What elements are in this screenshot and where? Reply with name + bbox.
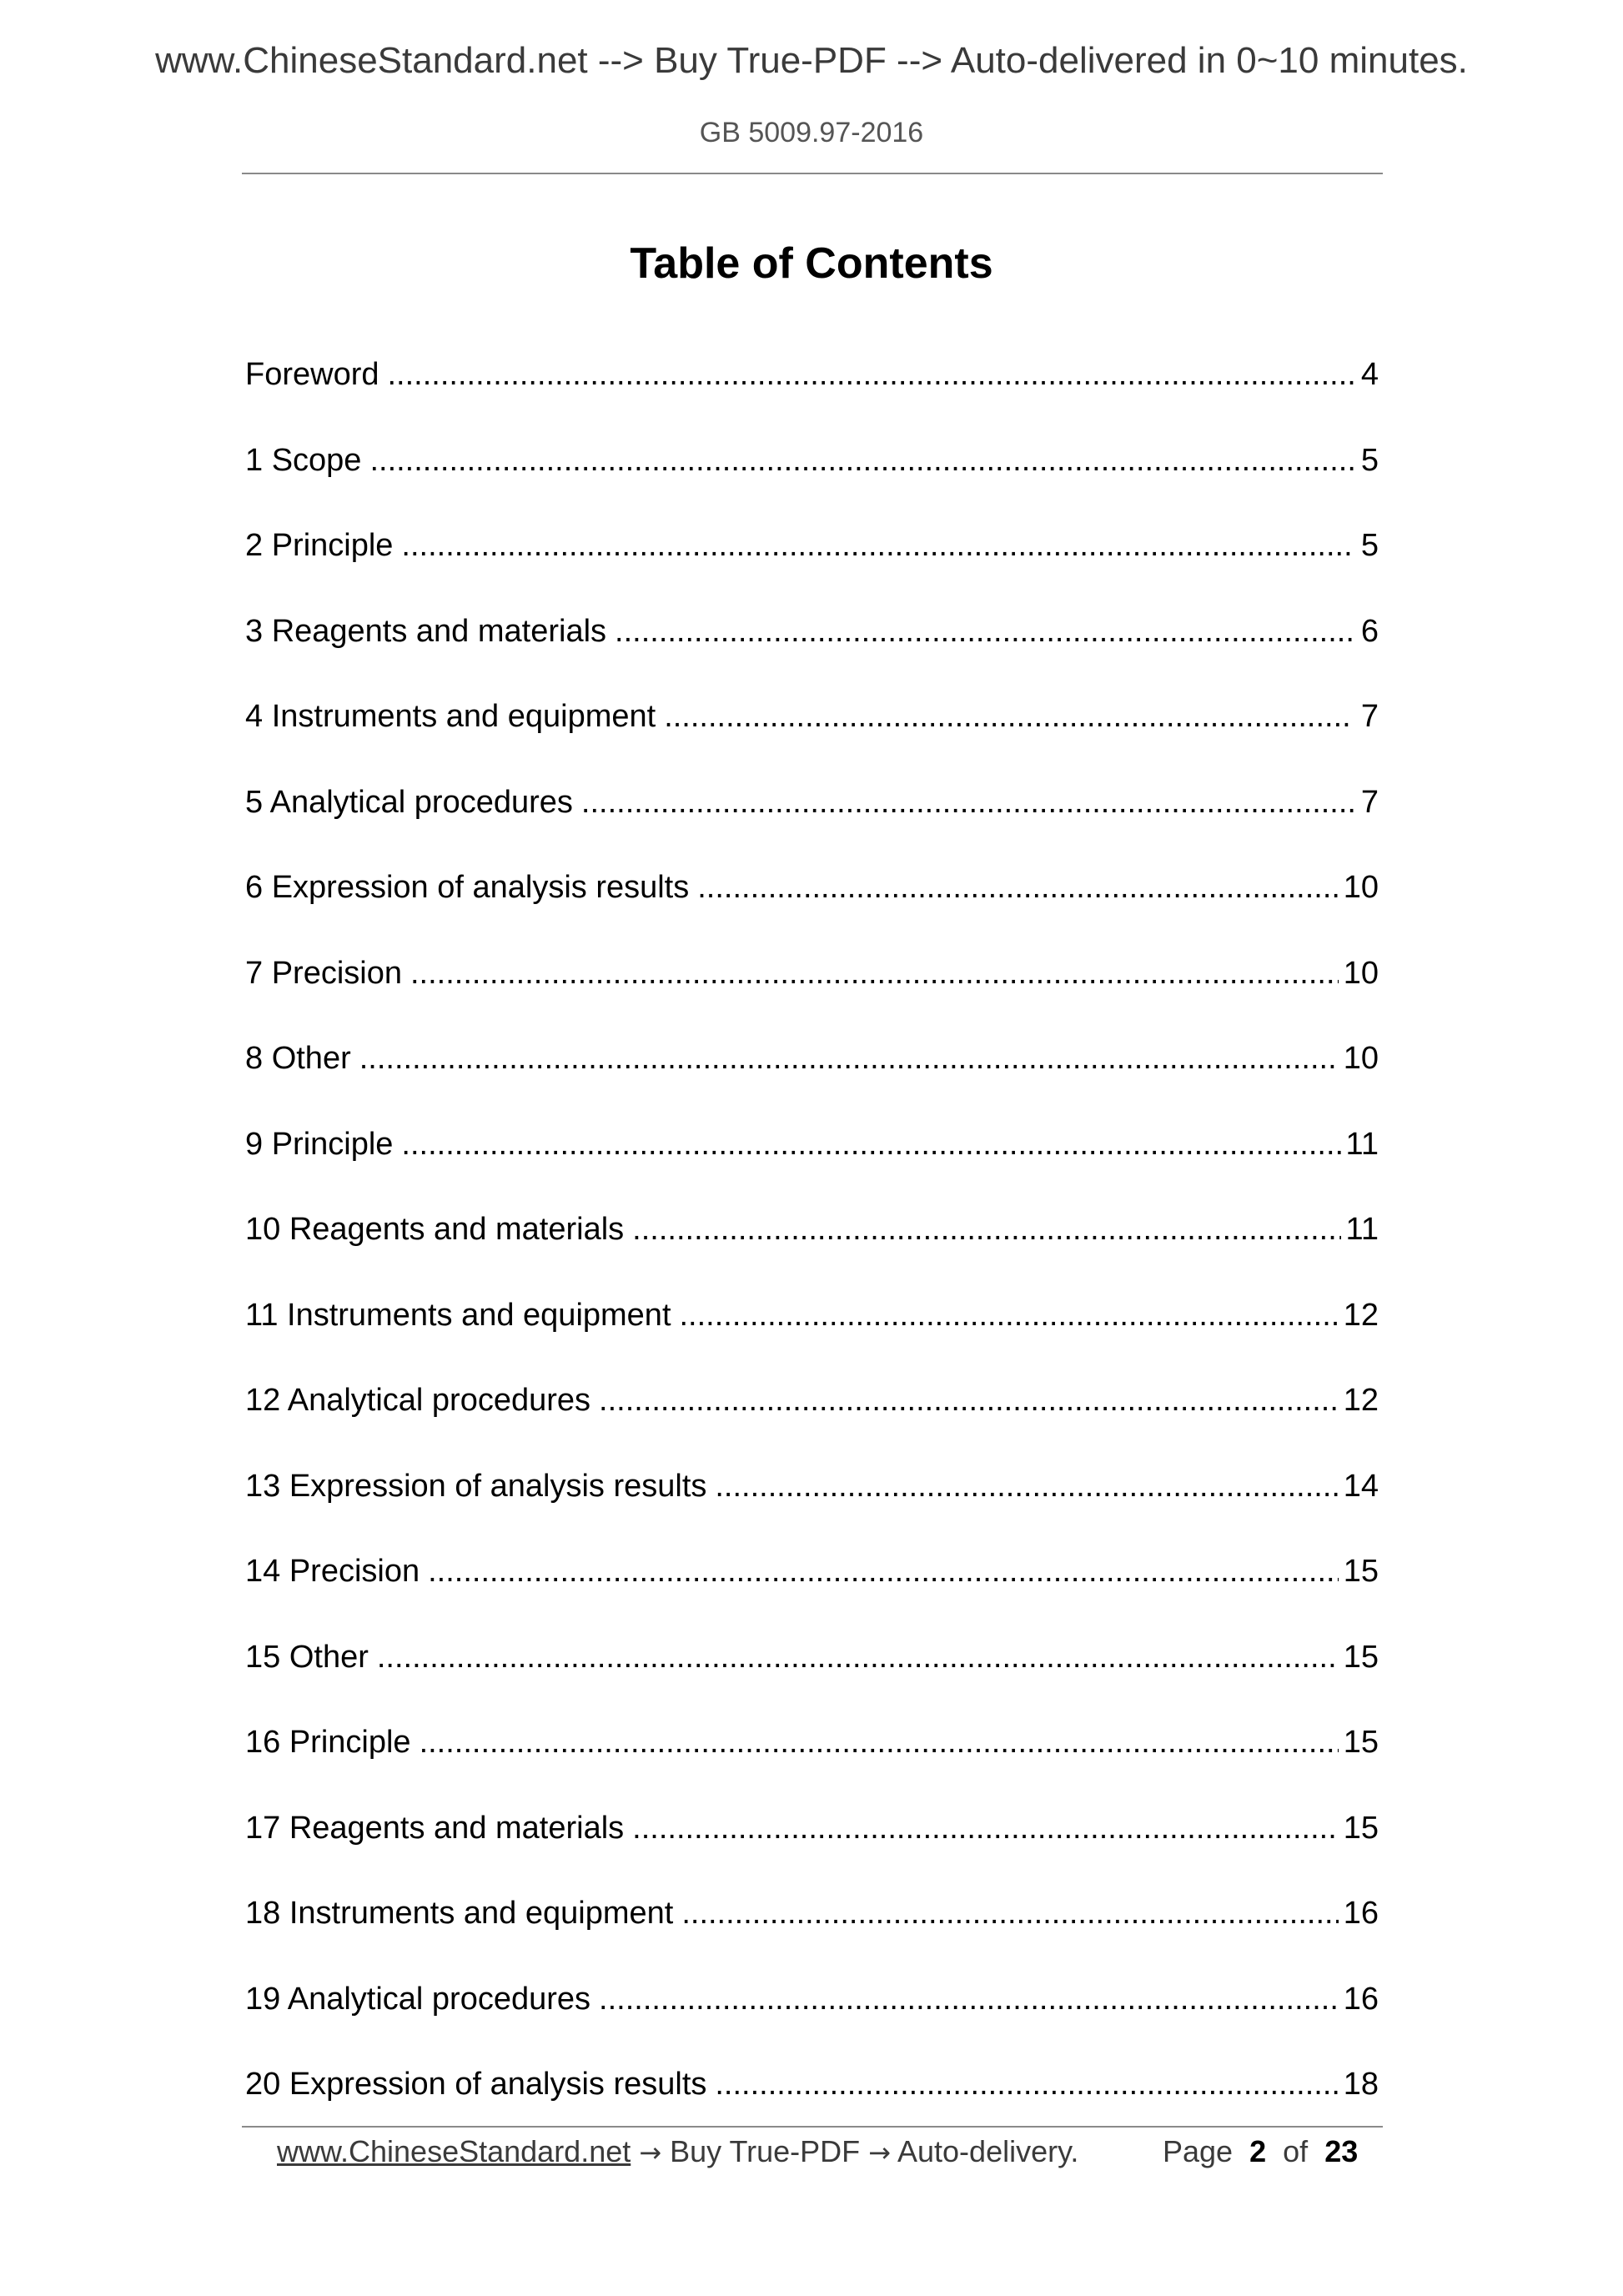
toc-entry-label: 11 Instruments and equipment: [245, 1297, 671, 1333]
toc-entry-label: 15 Other: [245, 1639, 369, 1675]
toc-entry-label: 2 Principle: [245, 528, 394, 563]
toc-entry[interactable]: [245, 1376, 1379, 1462]
toc-entry-label: 5 Analytical procedures: [245, 784, 573, 820]
toc-entry[interactable]: [245, 607, 1379, 693]
toc-entry[interactable]: [245, 1205, 1379, 1291]
toc-entry[interactable]: [245, 350, 1379, 436]
toc-entry-label: 17 Reagents and materials: [245, 1810, 625, 1846]
toc-entry-page: 11: [1345, 1212, 1379, 1247]
toc-dot-leader: [632, 1205, 1340, 1254]
toc-entry[interactable]: [245, 1547, 1379, 1633]
toc-entry-page: 10: [1343, 1041, 1379, 1076]
toc-entry[interactable]: [245, 436, 1379, 522]
toc-entry-page: 10: [1343, 955, 1379, 991]
toc-entry-page: 5: [1360, 528, 1379, 563]
toc-dot-leader: [632, 1804, 1339, 1852]
toc-entry-label: 9 Principle: [245, 1126, 394, 1162]
toc-entry-page: 15: [1343, 1554, 1379, 1589]
toc-entry-label: 1 Scope: [245, 442, 362, 478]
site-banner: www.ChineseStandard.net --> Buy True-PDF --> Auto-delivered in 0~10 minutes.: [155, 40, 1468, 81]
toc-dot-leader: [377, 1633, 1339, 1681]
toc-entry-page: 10: [1343, 870, 1379, 905]
toc-entry-page: 7: [1360, 784, 1379, 820]
arrow-right-icon: →: [639, 2137, 662, 2168]
toc-list: [245, 350, 1379, 2146]
toc-entry-page: 18: [1343, 2067, 1379, 2102]
toc-dot-leader: [581, 778, 1354, 826]
toc-entry[interactable]: [245, 949, 1379, 1035]
toc-entry-label: 14 Precision: [245, 1554, 420, 1589]
footer-divider: [242, 2126, 1383, 2128]
footer-site-link[interactable]: www.ChineseStandard.net: [277, 2134, 631, 2168]
page-indicator: [1163, 2131, 1358, 2173]
toc-entry-label: 8 Other: [245, 1041, 351, 1076]
total-pages-number: 23: [1324, 2134, 1359, 2168]
toc-entry-label: 12 Analytical procedures: [245, 1383, 591, 1418]
toc-entry[interactable]: [245, 863, 1379, 949]
toc-entry-page: 12: [1343, 1297, 1379, 1333]
toc-entry[interactable]: [245, 1633, 1379, 1719]
page-word: Page: [1163, 2134, 1234, 2168]
toc-entry-page: 15: [1343, 1639, 1379, 1675]
toc-entry-label: 19 Analytical procedures: [245, 1981, 591, 2017]
toc-dot-leader: [428, 1547, 1339, 1595]
toc-entry-page: 15: [1343, 1810, 1379, 1846]
page-footer: [277, 2131, 1361, 2173]
toc-entry-label: Foreword: [245, 357, 379, 392]
footer-buy-text: Buy True-PDF: [670, 2134, 861, 2168]
toc-entry[interactable]: [245, 1462, 1379, 1548]
toc-entry[interactable]: [245, 778, 1379, 864]
toc-title: Table of Contents: [630, 239, 993, 288]
toc-entry-label: 13 Expression of analysis results: [245, 1468, 707, 1504]
toc-dot-leader: [599, 1376, 1339, 1424]
toc-dot-leader: [664, 692, 1354, 741]
toc-dot-leader: [680, 1291, 1339, 1339]
toc-entry[interactable]: [245, 1291, 1379, 1377]
toc-entry-page: 6: [1360, 613, 1379, 649]
toc-dot-leader: [599, 1975, 1339, 2023]
toc-entry-label: 10 Reagents and materials: [245, 1212, 625, 1247]
toc-entry-page: 16: [1343, 1896, 1379, 1931]
toc-entry-page: 15: [1343, 1725, 1379, 1760]
of-word: of: [1283, 2134, 1309, 2168]
document-code: GB 5009.97-2016: [699, 117, 924, 148]
toc-entry-page: 11: [1345, 1126, 1379, 1162]
toc-dot-leader: [615, 607, 1354, 656]
toc-entry[interactable]: [245, 521, 1379, 607]
toc-entry-page: 14: [1343, 1468, 1379, 1504]
toc-dot-leader: [410, 949, 1339, 997]
toc-entry-page: 4: [1360, 357, 1379, 392]
toc-dot-leader: [401, 1120, 1340, 1168]
toc-entry[interactable]: [245, 1804, 1379, 1890]
toc-entry[interactable]: [245, 1034, 1379, 1120]
toc-dot-leader: [388, 350, 1354, 399]
toc-dot-leader: [715, 2060, 1338, 2108]
toc-entry-label: 18 Instruments and equipment: [245, 1896, 674, 1931]
footer-delivery-text: Auto-delivery.: [897, 2134, 1079, 2168]
toc-entry-label: 6 Expression of analysis results: [245, 870, 690, 905]
toc-dot-leader: [359, 1034, 1339, 1083]
toc-entry[interactable]: [245, 1975, 1379, 2061]
toc-dot-leader: [715, 1462, 1338, 1510]
toc-entry-label: 16 Principle: [245, 1725, 411, 1760]
toc-entry-label: 4 Instruments and equipment: [245, 699, 656, 734]
toc-entry-label: 20 Expression of analysis results: [245, 2067, 707, 2102]
toc-dot-leader: [369, 436, 1354, 485]
toc-dot-leader: [697, 863, 1338, 912]
toc-entry[interactable]: [245, 1718, 1379, 1804]
toc-entry-page: 5: [1360, 442, 1379, 478]
current-page-number: 2: [1249, 2134, 1267, 2168]
toc-entry-page: 12: [1343, 1383, 1379, 1418]
toc-dot-leader: [420, 1718, 1339, 1766]
toc-dot-leader: [681, 1889, 1338, 1937]
toc-entry[interactable]: [245, 1120, 1379, 1206]
toc-entry[interactable]: [245, 1889, 1379, 1975]
toc-entry-label: 3 Reagents and materials: [245, 613, 607, 649]
toc-entry-label: 7 Precision: [245, 955, 402, 991]
toc-dot-leader: [401, 521, 1354, 570]
toc-entry[interactable]: [245, 692, 1379, 778]
header-divider: [242, 173, 1383, 174]
arrow-right-icon: →: [868, 2137, 891, 2168]
toc-entry-page: 16: [1343, 1981, 1379, 2017]
toc-entry-page: 7: [1360, 699, 1379, 734]
